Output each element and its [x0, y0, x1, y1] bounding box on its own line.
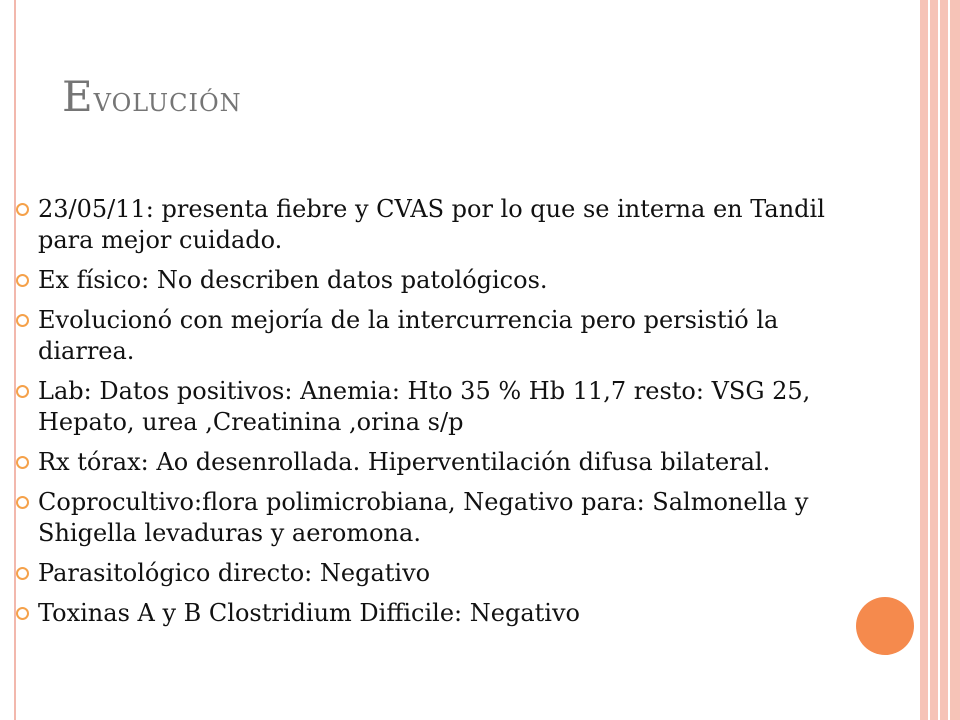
- bullet-item: [16, 376, 844, 438]
- bullet-item: [16, 194, 844, 256]
- bullet-list: [16, 194, 844, 638]
- bullet-item: [16, 447, 844, 478]
- bullet-ring-icon: [16, 496, 29, 509]
- bullet-item: [16, 265, 844, 296]
- bullet-item: [16, 305, 844, 367]
- bullet-ring-icon: [16, 567, 29, 580]
- bullet-item: [16, 487, 844, 549]
- bullet-text: Lab: Datos positivos: Anemia: Hto 35 % Hb 11,7 resto: VSG 25, Hepato, urea ,Creatinina ,orina s/p: [38, 377, 811, 436]
- bullet-ring-icon: [16, 607, 29, 620]
- bullet-text: Evolucionó con mejoría de la intercurrencia pero persistió la diarrea.: [38, 306, 779, 365]
- bullet-text: Parasitológico directo: Negativo: [38, 559, 431, 587]
- bullet-ring-icon: [16, 203, 29, 216]
- bullet-ring-icon: [16, 385, 29, 398]
- bullet-ring-icon: [16, 456, 29, 469]
- bullet-ring-icon: [16, 274, 29, 287]
- right-decorative-stripes: [916, 0, 960, 720]
- bullet-text: Toxinas A y B Clostridium Difficile: Negativo: [38, 599, 580, 627]
- bullet-ring-icon: [16, 314, 29, 327]
- bullet-text: Coprocultivo:flora polimicrobiana, Negativo para: Salmonella y Shigella levaduras y aeromona.: [38, 488, 809, 547]
- bullet-text: 23/05/11: presenta fiebre y CVAS por lo que se interna en Tandil para mejor cuidado.: [38, 195, 825, 254]
- orange-accent-circle: [856, 597, 914, 655]
- bullet-item: [16, 558, 844, 589]
- bullet-item: [16, 598, 844, 629]
- slide-title-rest: volución: [93, 80, 242, 120]
- bullet-text: Rx tórax: Ao desenrollada. Hiperventilación difusa bilateral.: [38, 448, 771, 476]
- slide-title: [62, 72, 242, 121]
- slide-title-initial: E: [62, 72, 94, 121]
- bullet-text: Ex físico: No describen datos patológicos.: [38, 266, 548, 294]
